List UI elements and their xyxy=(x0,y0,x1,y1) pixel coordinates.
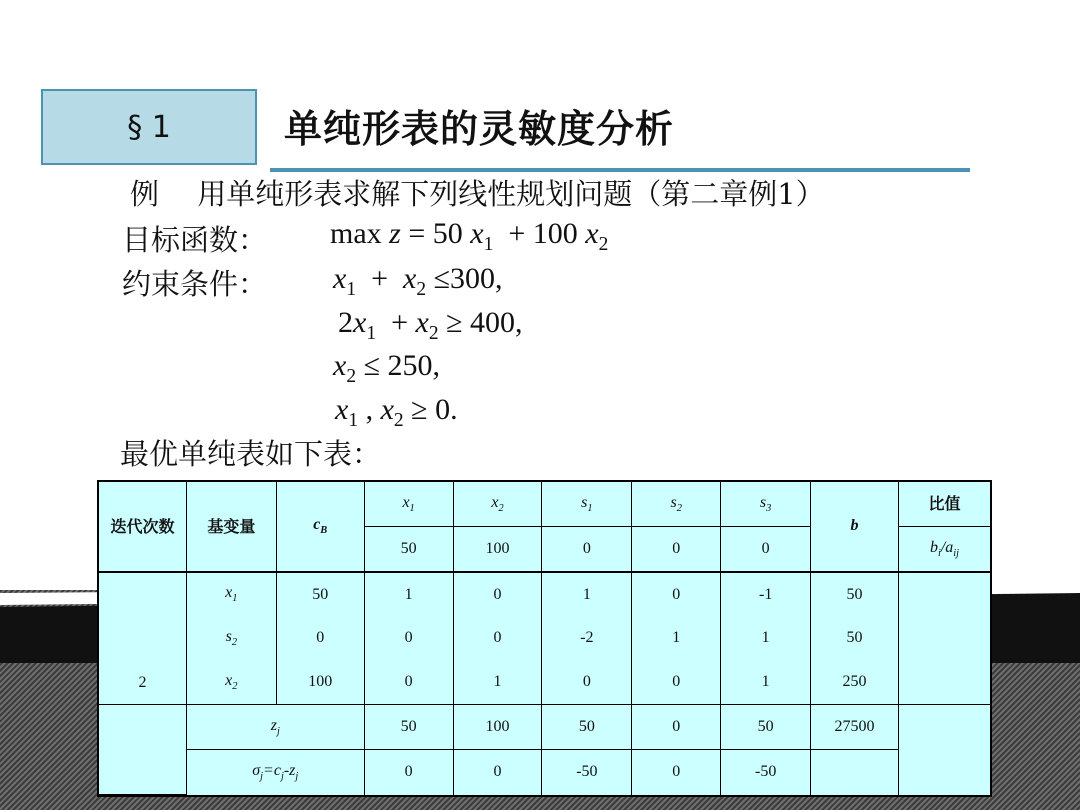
b-row-1: 50 xyxy=(811,572,899,616)
section-label: § 1 xyxy=(127,109,171,145)
page-title: 单纯形表的灵敏度分析 xyxy=(284,106,675,151)
cell: 1 xyxy=(364,572,453,616)
sigma-cell: 0 xyxy=(364,750,453,795)
iteration-number: 2 xyxy=(99,572,187,705)
header-b: b xyxy=(811,482,899,572)
cell: 1 xyxy=(721,660,811,704)
basis-row-2: $s_2$ xyxy=(186,616,276,660)
sigma-cell: -50 xyxy=(542,750,632,795)
zj-cell: 0 xyxy=(632,705,721,750)
example-line: 例 用单纯形表求解下列线性规划问题（第二章例1） xyxy=(130,177,825,211)
zj-b: 27500 xyxy=(811,705,899,750)
constraint-1: $x_1 + x_2 \le 300$, xyxy=(333,262,503,300)
sigma-cell: 0 xyxy=(453,750,542,795)
header-basis: 基变量 xyxy=(186,482,276,572)
basis-row-1: $x_1$ xyxy=(186,572,276,616)
header-cb: $c_B$ xyxy=(276,482,364,572)
header-var-x2: $x_2$ xyxy=(453,482,542,527)
simplex-table xyxy=(98,481,991,796)
cell: -2 xyxy=(542,616,632,660)
section-badge xyxy=(41,89,257,165)
cost-x2: 100 xyxy=(453,527,542,572)
cb-row-3: 100 xyxy=(276,660,364,704)
cell: 0 xyxy=(364,660,453,704)
zj-label: $z_j$ xyxy=(186,705,364,750)
basis-row-3: $x_2$ xyxy=(186,660,276,704)
ratio-column-empty xyxy=(899,572,991,705)
sigma-label: $\sigma_j=c_j-z_j$ xyxy=(186,750,364,795)
optimal-table-label: 最优单纯表如下表： xyxy=(120,437,382,471)
cell: 1 xyxy=(453,660,542,704)
constraint-3: $x_2 \le 250$, xyxy=(333,349,441,387)
cell: 0 xyxy=(364,616,453,660)
b-row-2: 50 xyxy=(811,616,899,660)
cell: -1 xyxy=(721,572,811,616)
header-var-x1: $x_1$ xyxy=(364,482,453,527)
header-var-s3: $s_3$ xyxy=(721,482,811,527)
zj-cell: 100 xyxy=(453,705,542,750)
zj-cell: 50 xyxy=(364,705,453,750)
iteration-blank xyxy=(99,705,187,795)
constraint-2: $2x_1 + x_2 \ge 400$, xyxy=(338,306,523,344)
cb-row-2: 0 xyxy=(276,616,364,660)
objective-row xyxy=(122,218,267,259)
ratio-bottom-empty xyxy=(899,705,991,795)
cell: 1 xyxy=(542,572,632,616)
cell: 0 xyxy=(542,660,632,704)
sigma-cell: 0 xyxy=(632,750,721,795)
cell: 0 xyxy=(632,572,721,616)
cost-x1: 50 xyxy=(364,527,453,572)
zj-cell: 50 xyxy=(721,705,811,750)
cell: 0 xyxy=(453,572,542,616)
cost-s3: 0 xyxy=(721,527,811,572)
constraint-4: $x_1$ , $x_2 \ge 0$. xyxy=(335,393,458,431)
cell: 1 xyxy=(721,616,811,660)
cell: 1 xyxy=(632,616,721,660)
constraints-label: 约束条件： xyxy=(122,267,268,301)
header-var-s2: $s_2$ xyxy=(632,482,721,527)
objective-label: 目标函数： xyxy=(122,223,268,257)
sigma-b-empty xyxy=(811,750,899,795)
b-row-3: 250 xyxy=(811,660,899,704)
cell: 0 xyxy=(632,660,721,704)
sigma-cell: -50 xyxy=(721,750,811,795)
ratio-formula: $b_i/a_{ij}$ xyxy=(899,527,991,572)
zj-cell: 50 xyxy=(542,705,632,750)
header-ratio: 比值 xyxy=(899,482,991,527)
header-iteration: 迭代次数 xyxy=(99,482,187,572)
header-var-s1: $s_1$ xyxy=(542,482,632,527)
cost-s1: 0 xyxy=(542,527,632,572)
objective-formula: max z = 50 $x_1 + 100$ $x_2$ xyxy=(330,217,609,255)
cb-row-1: 50 xyxy=(276,572,364,616)
cell: 0 xyxy=(453,616,542,660)
cost-s2: 0 xyxy=(632,527,721,572)
